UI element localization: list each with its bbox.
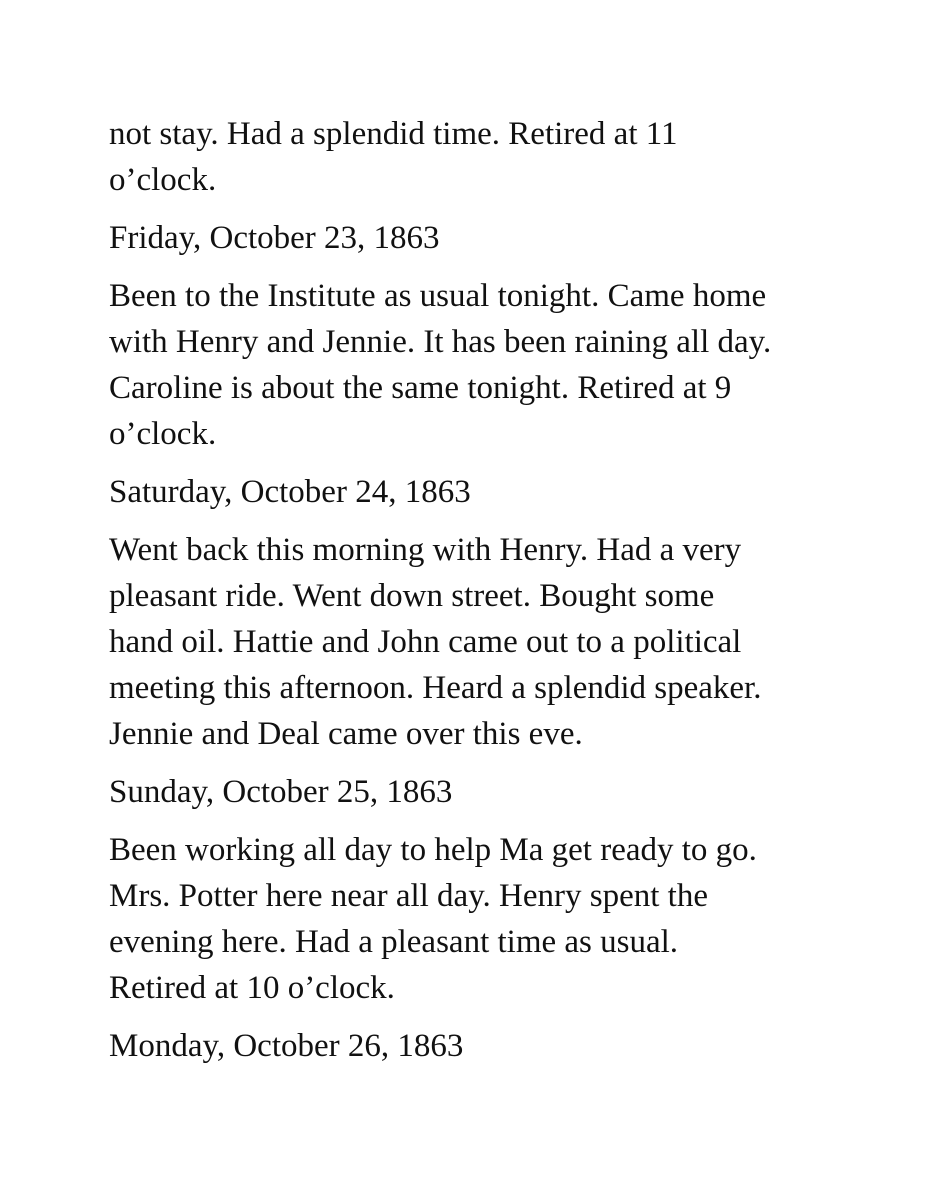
entry-paragraph-oct-24 [109,527,829,757]
date-text: Saturday, October 24, 1863 [109,474,471,510]
date-text: Monday, October 26, 1863 [109,1028,464,1064]
text-line: Retired at 10 o’clock. [109,970,395,1006]
text-line: with Henry and Jennie. It has been raining all day. [109,324,772,360]
entry-date-oct-26 [109,1023,829,1069]
text-line: Went back this morning with Henry. Had a very [109,532,742,568]
entry-date-oct-25 [109,769,829,815]
text-line: meeting this afternoon. Heard a splendid speaker. [109,670,762,706]
text-line: o’clock. [109,162,217,198]
diary-text [109,111,829,1081]
text-line: o’clock. [109,416,217,452]
entry-paragraph-continued [109,111,829,203]
text-line: Been to the Institute as usual tonight. Came home [109,278,767,314]
date-text: Friday, October 23, 1863 [109,220,440,256]
text-line: Been working all day to help Ma get ready to go. [109,832,757,868]
text-line: not stay. Had a splendid time. Retired at 11 [109,116,678,152]
entry-date-oct-24 [109,469,829,515]
text-line: pleasant ride. Went down street. Bought some [109,578,715,614]
entry-paragraph-oct-23 [109,273,829,457]
text-line: hand oil. Hattie and John came out to a political [109,624,742,660]
entry-date-oct-23 [109,215,829,261]
text-line: Jennie and Deal came over this eve. [109,716,583,752]
entry-paragraph-oct-25 [109,827,829,1011]
text-line: evening here. Had a pleasant time as usual. [109,924,679,960]
text-line: Mrs. Potter here near all day. Henry spent the [109,878,708,914]
date-text: Sunday, October 25, 1863 [109,774,453,810]
text-line: Caroline is about the same tonight. Retired at 9 [109,370,732,406]
